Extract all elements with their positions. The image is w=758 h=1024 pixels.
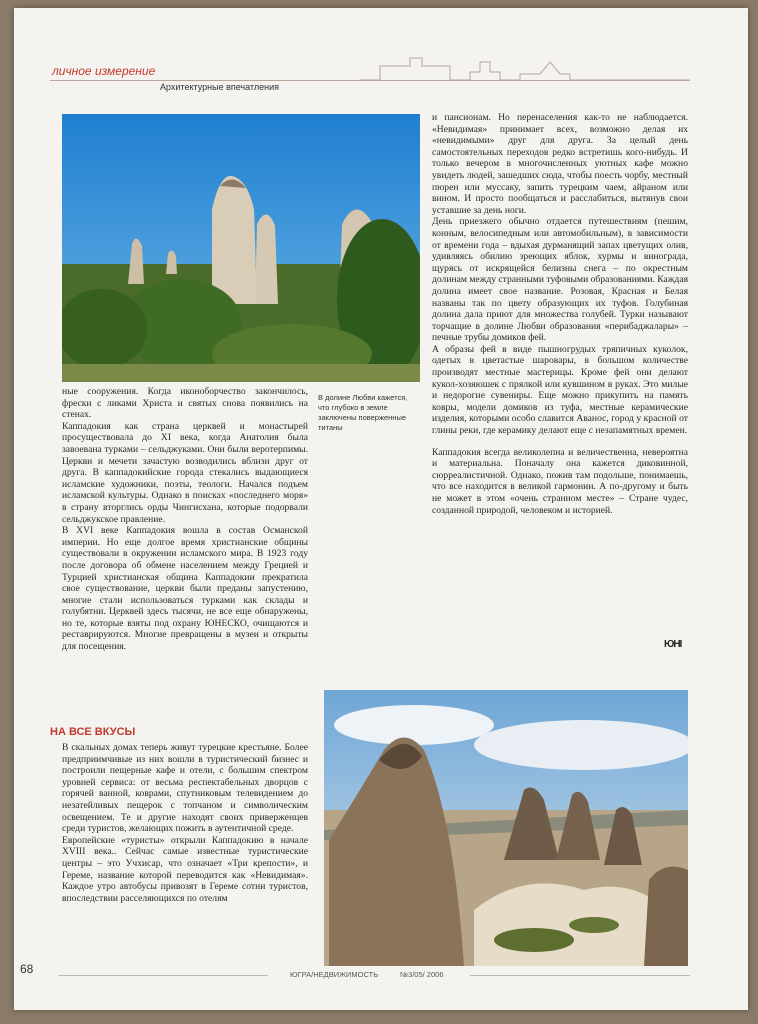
fairy-chimneys-photo bbox=[324, 690, 688, 966]
right-column bbox=[432, 112, 688, 516]
section-subtitle: Архитектурные впечатления bbox=[160, 82, 279, 92]
page-number: 68 bbox=[20, 962, 34, 976]
paragraph: А образы фей в виде пышногрудых тряпичных куколок, одетых в цветастые шаровары, в большом количестве производят местные мастерицы. Кроме фей они делают кукол-хозяюшек с прялкой или кувшином в руках. Это милые и недорогие сувениры. Еще можно прикупить на память ковры, модели домиков из туфа, местные керамические изделия, которыми особо славится Аванос, город у красной от глины реки, где керамику делают еще с незапамятных времен. bbox=[432, 343, 688, 437]
paragraph: ные сооружения. Когда иконоборчество закончилось, фрески с ликами Христа и святых снова появились на стенах. bbox=[62, 386, 308, 421]
footer-rule bbox=[470, 975, 690, 976]
section-heading: НА ВСЕ ВКУСЫ bbox=[50, 726, 136, 738]
section-label: личное измерение bbox=[52, 64, 156, 78]
paragraph: В XVI веке Каппадокия вошла в состав Османской империи. Но еще долгое время христианские общины существовали в окружении исламского мира. В 1923 году после договора об обмене населением между Грецией и Турцией христианская община Каппадокии прекратила свое существование, церкви были преданы запустению, многие стали использоваться турками как склады и голубятни. Церквей здесь тысячи, не все еще обнаружены, но те, которые взяты под охрану ЮНЕСКО, очищаются и реставрируются. Многие превращены в музеи и открыты для посещения. bbox=[62, 525, 308, 653]
paragraph: Каппадокия всегда великолепна и величественна, невероятна и материальна. Поначалу она кажется диковинной, сюрреалистичной. Однако, пожив там подольше, понимаешь, что все находится в великой гармонии. А по-другому и быть не может в этом «очень странном месте» – Стране чудес, созданной природой, человеком и историей. bbox=[432, 446, 688, 516]
magazine-name: ЮГРА/НЕДВИЖИМОСТЬ bbox=[290, 970, 379, 979]
footer-rule bbox=[58, 975, 268, 976]
issue-number: №3/05/ 2006 bbox=[400, 970, 444, 979]
paragraph: В скальных домах теперь живут турецкие крестьяне. Более предприимчивые из них вошли в туристический бизнес и построили пещерные кафе и отели, с большим спектром уровней сервиса: от весьма респектабельных дворцов с горячей ванной, коврами, спутниковым телевидением до незатейливых пещерок с топчаном и символическим освещением. Те и другие находят своих приверженцев среди туристов, желающих пожить в аутентичной среде. bbox=[62, 742, 308, 835]
paragraph: День приезжего обычно отдается путешествиям (пешим, конным, велосипедным или автомобильным), в зависимости от времени года – вдыхая дурманящий запах цветущих олив, удивляясь обилию зреющих яблок, хурмы и винограда, щурясь от искрящейся белизны снега – по окрестным долинам между странными туфовыми образованиями. Каждая долина имеет свое название. Розовая, Красная и Белая названы так по цвету образующих их туфов. Голубиная долина дала приют для множества голубей. Турки называют торчащие в долине Любви образования «перибаджалары» – печные трубы домиков фей. bbox=[432, 216, 688, 344]
author-signature: ЮНІ bbox=[664, 639, 682, 650]
section-body bbox=[62, 742, 308, 904]
paragraph: Каппадокия как страна церквей и монастырей просуществовала до XI века, когда Анатолия была завоевана турками – сельджуками. Они были веротерпимы. Церкви и мечети зачастую возводились вблизи друг от друга. В каппадокийские города стекались выдающиеся исламские художники, поэты, теологи. Начался подъем исламской культуры. Однако в поисках «последнего моря» в страну вторглись орды Чингисхана, которые подорвали сельджукское правление. bbox=[62, 420, 308, 525]
love-valley-photo bbox=[62, 114, 420, 382]
paragraph: Европейские «туристы» открыли Каппадокию в начале XVIII века.. Сейчас самые известные туристические центры – это Учхисар, что означает «Три крепости», и Гереме, название которой переводится как «Невидимая». Каждое утро автобусы привозят в Гереме сотни туристов, впоследствии расселяющихся по отелям bbox=[62, 834, 308, 904]
left-column bbox=[62, 386, 308, 653]
skyline-ornament bbox=[360, 48, 690, 82]
paragraph: и пансионам. Но перенаселения как-то не наблюдается. «Невидимая» принимает всех, возможно делая их «невидимыми» друг для друга. За целый день самостоятельных переходов редко встретишь кого-нибудь. И только вечером в многочисленных уютных кафе можно увидеть людей, зашедших сюда, чтобы поесть чорбу, местный пюрен или муссаку, запить турецким чаем, айраном или вином. И просто пообщаться и расслабиться, вытянув свои уставшие за день ноги. bbox=[432, 112, 688, 216]
photo-caption: В долине Любви кажется, что глубоко в земле заключены поверженные титаны bbox=[318, 393, 408, 432]
